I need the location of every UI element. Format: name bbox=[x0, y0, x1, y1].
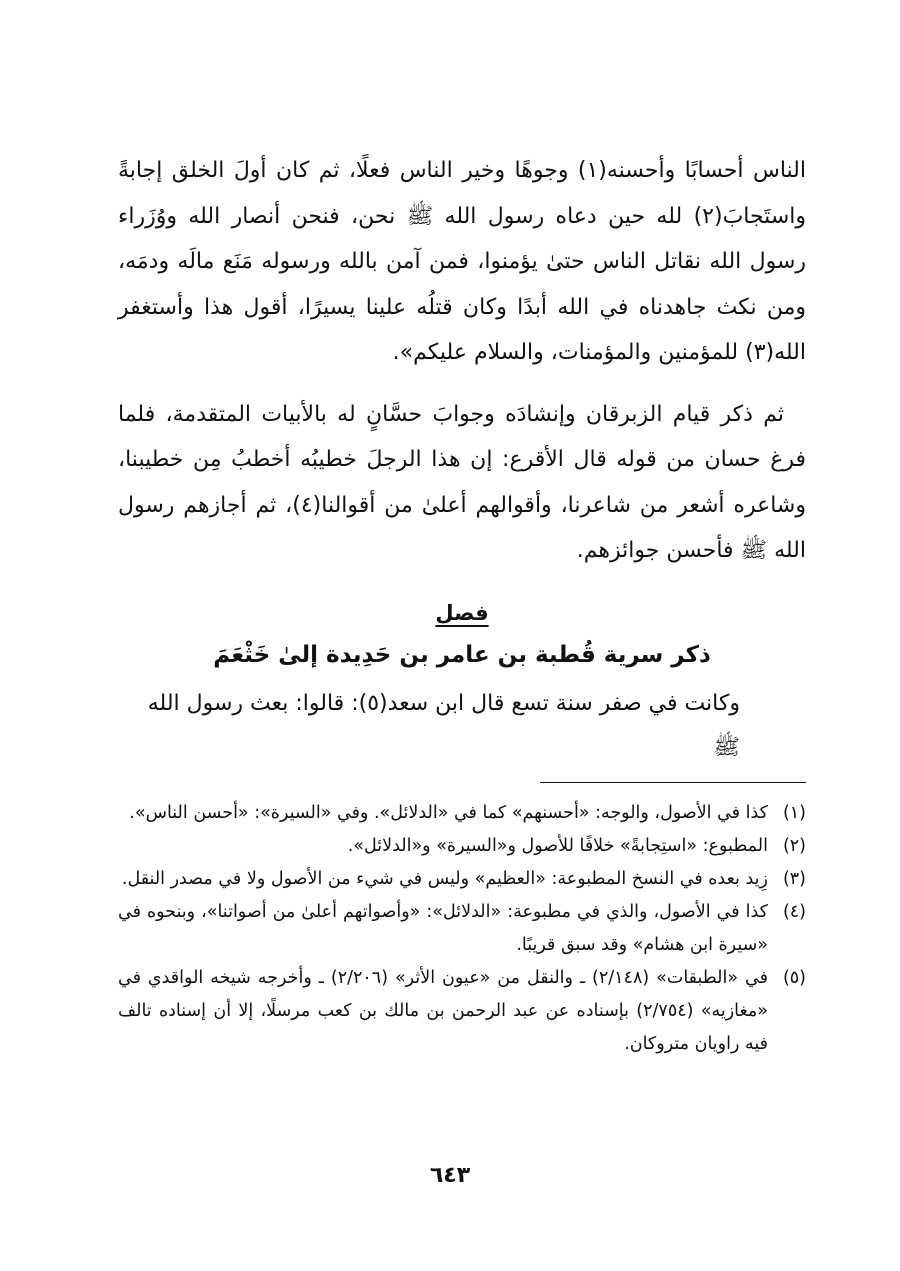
footnote-text: المطبوع: «استِجابةً» خلافًا للأصول و«السيرة» و«الدلائل». bbox=[347, 835, 768, 856]
footnote-number: (٥) bbox=[782, 967, 806, 988]
footnote-3 bbox=[118, 863, 806, 896]
body-paragraph-2: ثم ذكر قيام الزبرقان وإنشادَه وجوابَ حسَّانٍ له بالأبيات المتقدمة، فلما فرغ حسان من قوله قال الأقرع: إن هذا الرجلَ خطيبُه أخطبُ مِن خطيبنا، وشاعره أشعر من شاعرنا، وأقوالهم أعلىٰ من أقوالنا(٤)، ثم أجازهم رسول الله ﷺ فأحسن جوائزهم. bbox=[118, 401, 806, 563]
footnotes bbox=[118, 797, 806, 1061]
footnote-5 bbox=[118, 962, 806, 1061]
page-body bbox=[118, 148, 806, 1061]
footnote-2 bbox=[118, 830, 806, 863]
footnote-4 bbox=[118, 896, 806, 962]
fasl-heading-text: فصل bbox=[435, 600, 489, 625]
footnote-number: (٣) bbox=[782, 868, 806, 889]
section-lead: وكانت في صفر سنة تسع قال ابن سعد(٥): قالوا: بعث رسول الله ﷺ bbox=[147, 690, 740, 760]
footnote-number: (١) bbox=[782, 802, 806, 823]
footnote-1 bbox=[118, 797, 806, 830]
footnote-text: كذا في الأصول، والوجه: «أحسنهم» كما في «الدلائل». وفي «السيرة»: «أحسن الناس». bbox=[129, 802, 768, 823]
fasl-heading bbox=[118, 596, 806, 630]
page-number: ٦٤٣ bbox=[429, 1163, 471, 1188]
section-title: ذكر سرية قُطبة بن عامر بن حَدِيدة إلىٰ خَثْعَمَ bbox=[213, 641, 711, 668]
footnote-text: كذا في الأصول، والذي في مطبوعة: «الدلائل»: «وأصواتهم أعلىٰ من أصواتنا»، وبنحوه في «سيرة ابن هشام» وقد سبق قريبًا. bbox=[118, 901, 768, 955]
footnote-divider bbox=[540, 782, 806, 783]
body-paragraph-1: الناس أحسابًا وأحسنه(١) وجوهًا وخير الناس فعلًا، ثم كان أولَ الخلق إجابةً واستَجابَ(٢) لله حين دعاه رسول الله ﷺ نحن، فنحن أنصار الله ووُزَراء رسول الله نقاتل الناس حتىٰ يؤمنوا، فمن آمن بالله ورسوله مَنَع مالَه ودمَه، ومن نكث جاهدناه في الله أبدًا وكان قتلُه علينا يسيرًا، أقول هذا وأستغفر الله(٣) للمؤمنين والمؤمنات، والسلام عليكم». bbox=[118, 158, 806, 365]
footnote-number: (٢) bbox=[782, 835, 806, 856]
footnote-number: (٤) bbox=[782, 901, 806, 922]
footnote-text: في «الطبقات» (٢/١٤٨) ـ والنقل من «عيون الأثر» (٢/٢٠٦) ـ وأخرجه شيخه الواقدي في «مغازيه» (٢/٧٥٤) بإسناده عن عبد الرحمن بن مالك بن كعب مرسلًا، إلا أن إسناده تالف فيه راويان متروكان. bbox=[118, 967, 769, 1054]
footnote-text: زِيد بعده في النسخ المطبوعة: «العظيم» وليس في شيء من الأصول ولا في مصدر النقل. bbox=[121, 868, 768, 889]
